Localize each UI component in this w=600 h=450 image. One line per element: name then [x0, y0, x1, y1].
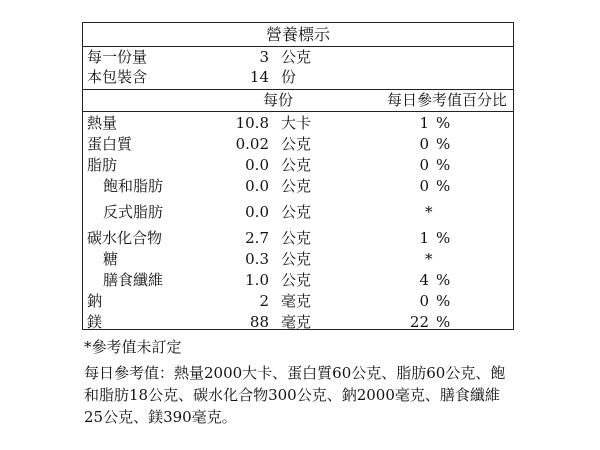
daily-value-not-set: *	[425, 250, 433, 268]
nutrient-amount: 2	[259, 292, 269, 310]
nutrient-name: 碳水化合物	[87, 229, 163, 247]
daily-value-not-set: *	[425, 203, 433, 221]
nutrient-unit: 公克	[281, 135, 312, 153]
nutrient-amount: 0.0	[245, 156, 269, 174]
nutrient-amount: 1.0	[245, 271, 269, 289]
nutrient-unit: 公克	[281, 271, 312, 289]
percent-sign: %	[436, 271, 451, 289]
daily-value-percent: 1	[419, 229, 429, 247]
serving-size-value: 3	[259, 48, 269, 66]
daily-value-header: 每日參考值百分比	[386, 91, 507, 109]
notes-section	[84, 336, 516, 428]
column-header-row	[83, 89, 513, 112]
nutrient-row	[83, 312, 513, 333]
servings-per-package-unit: 份	[281, 68, 297, 86]
nutrient-unit: 公克	[281, 229, 312, 247]
nutrient-name: 鎂	[87, 313, 103, 331]
nutrient-name: 反式脂肪	[103, 203, 164, 221]
nutrient-row	[83, 270, 513, 291]
nutrient-name: 鈉	[87, 292, 103, 310]
servings-per-package-row	[83, 67, 513, 88]
nutrient-unit: 公克	[281, 156, 312, 174]
nutrient-row	[83, 113, 513, 134]
nutrient-name: 熱量	[87, 114, 118, 132]
nutrient-unit: 毫克	[281, 313, 312, 331]
nutrient-amount: 0.0	[245, 203, 269, 221]
nutrient-name: 脂肪	[87, 156, 118, 174]
nutrient-unit: 大卡	[281, 114, 312, 132]
reference-values-note: 每日參考值：熱量2000大卡、蛋白質60公克、脂肪60公克、飽和脂肪18公克、碳水化合物300公克、鈉2000毫克、膳食纖維25公克、鎂390毫克。	[84, 364, 506, 426]
percent-sign: %	[436, 292, 451, 310]
daily-value-percent: 0	[419, 156, 429, 174]
nutrient-unit: 公克	[281, 203, 312, 221]
nutrient-row	[83, 155, 513, 176]
servings-per-package-value: 14	[249, 68, 269, 86]
nutrient-unit: 毫克	[281, 292, 312, 310]
nutrient-row	[83, 202, 513, 223]
nutrient-amount: 0.0	[245, 177, 269, 195]
nutrient-amount: 88	[249, 313, 269, 331]
daily-value-percent: 1	[419, 114, 429, 132]
nutrient-unit: 公克	[281, 177, 312, 195]
daily-value-percent: 4	[419, 271, 429, 289]
daily-value-percent: 0	[419, 135, 429, 153]
nutrient-amount: 2.7	[245, 229, 269, 247]
nutrient-row	[83, 134, 513, 155]
percent-sign: %	[436, 156, 451, 174]
serving-size-label: 每一份量	[87, 48, 148, 66]
servings-per-package-label: 本包裝含	[87, 68, 148, 86]
nutrient-name: 蛋白質	[87, 135, 133, 153]
serving-size-unit: 公克	[281, 48, 312, 66]
nutrient-row	[83, 249, 513, 270]
percent-sign: %	[436, 114, 451, 132]
nutrient-unit: 公克	[281, 250, 312, 268]
nutrient-amount: 10.8	[235, 114, 269, 132]
percent-sign: %	[436, 313, 451, 331]
percent-sign: %	[436, 135, 451, 153]
daily-value-percent: 0	[419, 177, 429, 195]
serving-size-row	[83, 47, 513, 68]
nutrition-facts-table	[82, 22, 514, 330]
per-serving-header: 每份	[263, 91, 294, 109]
table-title: 營養標示	[83, 23, 513, 47]
nutrient-amount: 0.3	[245, 250, 269, 268]
percent-sign: %	[436, 229, 451, 247]
nutrient-row	[83, 228, 513, 249]
nutrient-amount: 0.02	[235, 135, 269, 153]
nutrient-name: 飽和脂肪	[103, 177, 164, 195]
footnote: *參考值未訂定	[84, 338, 182, 356]
nutrient-row	[83, 176, 513, 197]
daily-value-percent: 0	[419, 292, 429, 310]
nutrient-row	[83, 291, 513, 312]
nutrient-name: 膳食纖維	[103, 271, 164, 289]
nutrient-name: 糖	[103, 250, 119, 268]
percent-sign: %	[436, 177, 451, 195]
daily-value-percent: 22	[409, 313, 429, 331]
